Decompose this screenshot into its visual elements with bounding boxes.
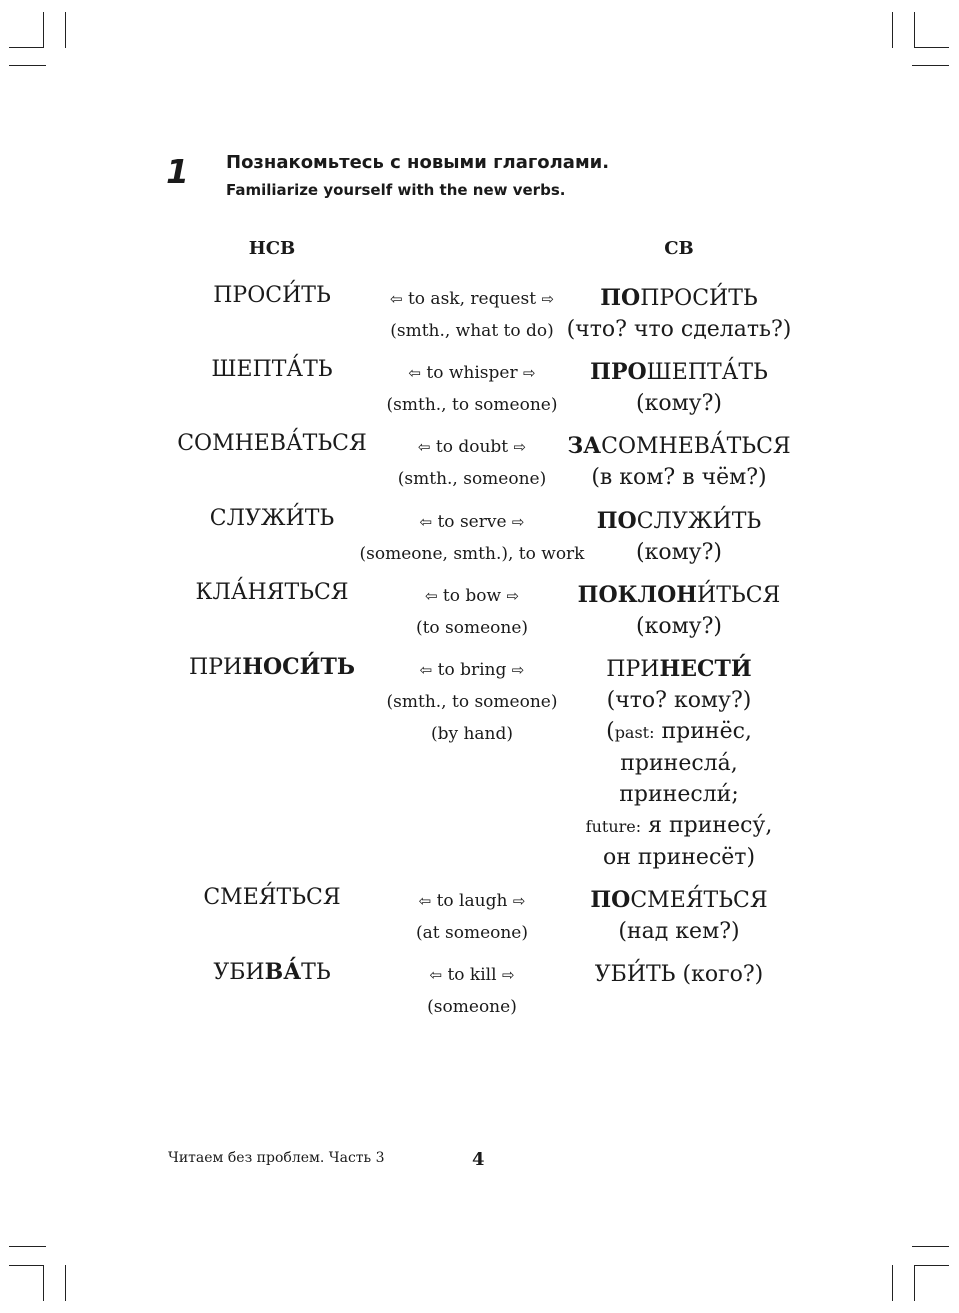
government-line — [586, 779, 773, 810]
usage-note: (someone, smth.), to work — [359, 544, 585, 564]
imperfective-verb — [210, 506, 335, 531]
translation-line — [416, 885, 528, 917]
verb-segment: (кому?) — [635, 540, 723, 565]
crop-mark — [912, 65, 949, 66]
imperfective-verb — [213, 959, 330, 985]
verb-segment: (что? кому?) — [606, 688, 752, 713]
verb-translation — [416, 885, 528, 949]
meaning: to whisper — [426, 363, 518, 383]
usage-note: (smth., someone) — [397, 469, 547, 489]
arrow-right-icon: ⇨ — [523, 364, 536, 382]
crop-mark — [65, 12, 66, 48]
verb-segment: принесла́, — [620, 751, 738, 776]
verb-segment: (над кем?) — [618, 919, 740, 944]
translation-line — [390, 283, 554, 315]
verb-segment: СОМНЕВА́ТЬСЯ — [177, 431, 367, 456]
crop-mark — [9, 1265, 44, 1266]
perfective-verb — [590, 357, 768, 419]
verb-segment: ПО — [596, 508, 637, 534]
imperfective-verb — [177, 431, 367, 456]
verb-segment: СЛУЖИ́ТЬ — [636, 509, 762, 534]
arrow-right-icon: ⇨ — [513, 438, 527, 456]
verb-translation — [427, 959, 517, 1023]
verb-segment: ( — [606, 719, 615, 744]
verb-segment: СМЕЯ́ТЬСЯ — [630, 888, 768, 913]
verb-segment: (что? что сделать?) — [566, 317, 792, 342]
verb-segment: СОМНЕВА́ТЬСЯ — [601, 434, 791, 459]
meaning: to kill — [447, 965, 497, 985]
verb-segment: (в ком? в чём?) — [591, 465, 767, 490]
exercise-title: Познакомьтесь с новыми глаголами. — [226, 152, 610, 173]
meaning: to ask, request — [407, 289, 537, 309]
perfective-verb — [595, 959, 763, 990]
meaning: to doubt — [435, 437, 509, 457]
verb-segment: ШЕПТА́ТЬ — [211, 357, 333, 382]
arrow-left-icon: ⇦ — [418, 892, 432, 910]
verb-segment: ПРОСИ́ТЬ — [640, 286, 758, 311]
crop-mark — [914, 1265, 949, 1266]
crop-mark — [892, 12, 893, 48]
verb-segment: принесли́; — [619, 782, 739, 807]
verb-translation — [416, 580, 528, 644]
crop-mark — [9, 65, 46, 66]
arrow-left-icon: ⇦ — [429, 966, 443, 984]
translation-line — [427, 959, 517, 991]
column-heading-imperfective: НСВ — [248, 238, 296, 259]
verb-translation — [387, 654, 558, 750]
verb-segment: ПРО — [590, 359, 647, 385]
verb-segment: (кому?) — [635, 391, 723, 416]
usage-note: (at someone) — [415, 923, 529, 943]
verb-segment: future: — [585, 817, 642, 836]
verb-segment: ПО — [590, 887, 631, 913]
crop-mark — [9, 1246, 46, 1247]
footer-book-title: Читаем без проблем. Часть 3 — [168, 1150, 385, 1166]
imperfective-verb — [203, 885, 340, 910]
verb-segment: ПРОСИ́ТЬ — [213, 283, 331, 308]
meaning: to bring — [437, 660, 507, 680]
verb-segment: я принесу́, — [641, 813, 773, 838]
crop-mark — [9, 47, 44, 48]
government-line — [586, 716, 773, 748]
government-line — [567, 462, 790, 493]
verb-segment: ТЬ — [301, 960, 331, 985]
crop-mark — [914, 12, 915, 48]
arrow-right-icon: ⇨ — [512, 892, 526, 910]
crop-mark — [65, 1265, 66, 1301]
column-heading-perfective: СВ — [664, 238, 694, 259]
verb-segment: принёс, — [654, 719, 752, 744]
arrow-right-icon: ⇨ — [541, 290, 555, 308]
government-line — [578, 611, 781, 642]
perfective-form — [567, 283, 792, 314]
verb-segment: ПОКЛОН — [577, 582, 698, 608]
arrow-left-icon: ⇦ — [389, 290, 403, 308]
perfective-form — [586, 654, 773, 685]
translation-line — [387, 357, 558, 389]
arrow-right-icon: ⇨ — [501, 966, 515, 984]
perfective-form — [567, 431, 790, 462]
government-line — [586, 748, 773, 779]
verb-segment: СЛУЖИ́ТЬ — [209, 506, 335, 531]
arrow-right-icon: ⇨ — [506, 587, 520, 605]
arrow-left-icon: ⇦ — [419, 661, 433, 679]
verb-segment: ПО — [600, 285, 641, 311]
perfective-form — [597, 506, 761, 537]
crop-mark — [43, 1265, 44, 1301]
usage-note: (to someone) — [415, 618, 529, 638]
arrow-right-icon: ⇨ — [511, 513, 525, 531]
usage-note: (smth., to someone) — [386, 692, 558, 712]
verb-segment: ШЕПТА́ТЬ — [646, 360, 768, 385]
verb-translation — [387, 357, 558, 421]
verb-segment: ПРИ — [606, 657, 660, 682]
verb-translation — [390, 283, 554, 347]
imperfective-verb — [211, 357, 332, 382]
usage-note: (someone) — [427, 997, 517, 1017]
meaning: to serve — [437, 512, 507, 532]
perfective-form — [590, 357, 768, 388]
government-line — [597, 537, 761, 568]
verb-translation — [398, 431, 546, 495]
crop-mark — [892, 1265, 893, 1301]
verb-segment: И́ТЬСЯ — [697, 583, 781, 608]
verb-segment: (кому?) — [635, 614, 722, 639]
government-line — [567, 314, 792, 345]
verb-segment: ВА́ — [264, 959, 302, 985]
exercise-subtitle: Familiarize yourself with the new verbs. — [226, 181, 566, 199]
verb-segment: КЛА́НЯТЬСЯ — [195, 580, 349, 605]
perfective-verb — [590, 885, 767, 947]
translation-line — [416, 580, 528, 612]
verb-segment: УБИ — [213, 960, 265, 985]
perfective-verb — [578, 580, 781, 642]
usage-note: (smth., what to do) — [390, 321, 554, 341]
meaning: to laugh — [436, 891, 508, 911]
perfective-form — [590, 885, 767, 916]
verb-segment: НОСИ́ТЬ — [242, 654, 355, 680]
exercise-number: 1 — [166, 152, 189, 191]
verb-segment: НЕСТИ́ — [659, 656, 752, 682]
verb-segment: ЗА — [567, 433, 602, 459]
perfective-verb — [567, 283, 792, 345]
meaning: to bow — [442, 586, 502, 606]
arrow-left-icon: ⇦ — [408, 364, 421, 382]
crop-mark — [912, 1246, 949, 1247]
crop-mark — [43, 12, 44, 48]
imperfective-verb — [189, 654, 355, 680]
arrow-left-icon: ⇦ — [417, 438, 431, 456]
verb-translation — [360, 506, 585, 570]
translation-line — [387, 654, 558, 686]
crop-mark — [914, 47, 949, 48]
page-number: 4 — [472, 1149, 485, 1170]
crop-mark — [914, 1265, 915, 1301]
perfective-form — [578, 580, 781, 611]
verb-segment: СМЕЯ́ТЬСЯ — [203, 885, 341, 910]
perfective-verb — [597, 506, 761, 568]
verb-segment: УБИ́ТЬ (кого?) — [594, 962, 764, 987]
translation-line — [360, 506, 585, 538]
government-line — [590, 388, 768, 419]
government-line — [586, 810, 773, 842]
arrow-left-icon: ⇦ — [424, 587, 438, 605]
imperfective-verb — [195, 580, 348, 605]
usage-note: (by hand) — [430, 724, 514, 744]
government-line — [586, 685, 773, 716]
perfective-verb — [586, 654, 773, 873]
verb-segment: ПРИ — [189, 655, 243, 680]
perfective-form — [595, 959, 763, 990]
arrow-left-icon: ⇦ — [419, 513, 433, 531]
perfective-verb — [567, 431, 790, 493]
government-line — [586, 842, 773, 873]
imperfective-verb — [213, 283, 331, 308]
arrow-right-icon: ⇨ — [511, 661, 525, 679]
government-line — [590, 916, 767, 947]
verb-segment: past: — [614, 723, 655, 742]
translation-line — [398, 431, 546, 463]
usage-note: (smth., to someone) — [386, 395, 558, 415]
verb-segment: он принесёт) — [602, 845, 756, 870]
